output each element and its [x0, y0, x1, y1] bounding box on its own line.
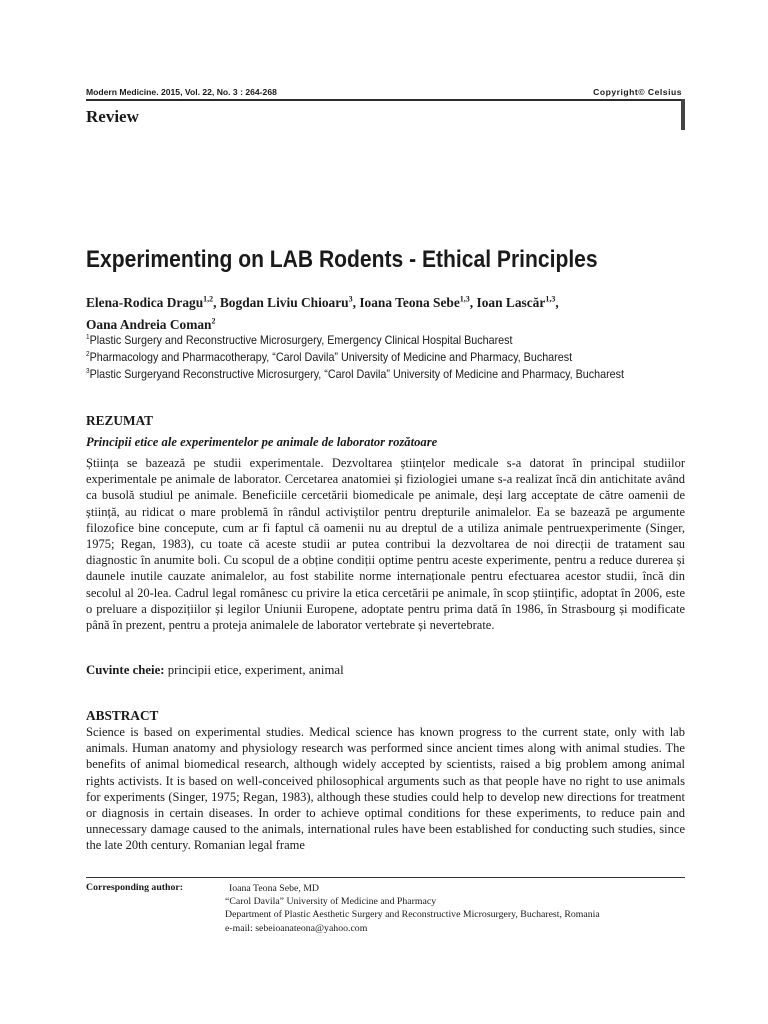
copyright-notice: Copyright© Celsius	[593, 87, 682, 97]
author: Bogdan Liviu Chioaru$^3$,	[219, 295, 360, 311]
author: Elena-Rodica Dragu$^{1,2}$,	[86, 295, 220, 311]
corresponding-author-email: e-mail: sebeioanateona@yahoo.com	[225, 922, 368, 934]
article-title: Experimenting on LAB Rodents - Ethical Principles	[86, 246, 598, 273]
corresponding-author-department: Department of Plastic Aesthetic Surgery and Reconstructive Microsurgery, Bucharest, Romania	[225, 909, 600, 921]
rezumat-body: Știința se bazează pe studii experimentale. Dezvoltarea științelor medicale s-a datorat în principal studiilor experimentale pe animale de laborator. Cercetarea anatomiei și fiziologiei umane s-a realizat încă din antichitate având ca busolă studiul pe animale. Beneficiile cercetării biomedicale pe animale, deși larg acceptate de către oamenii de știință, au ridicat o mare problemă în rândul activiștilor pentru drepturile animalelor. Ea se bazează pe argumente filozofice bine concepute, cum ar fi faptul că oamenii nu au dreptul de a utiliza animale pentruexperimente (Singer, 1975; Regan, 1983), cu toate că aceste studii ar putea contribui la dezvoltarea de noi direcții de tratament sau diagnostic în anumite boli. Cu scopul de a obține condiții optime pentru aceste experimente, pentru a reduce durerea și daunele inutile cauzate animalelor, au fost stabilite norme internaționale pentru efectuarea acestor studii, încă din secolul al 20-lea. Cadrul legal românesc cu privire la etica cercetării pe animale, în scop științific, adoptat în 2006, este o preluare a dispozițiilor și legilor Uniunii Europene, adoptate pentru prima dată în 1986, în Strasbourg și modificate până în prezent, pentru a proteja animalele de laborator vertebrate și nevertebrate.	[86, 456, 685, 633]
author: Ioan Lascăr$^{1,3}$,	[476, 295, 559, 311]
rezumat-subtitle: Principii etice ale experimentelor pe animale de laborator rozătoare	[86, 435, 438, 449]
author: Oana Andreia Coman$^2$	[86, 316, 216, 332]
section-label: Review	[86, 107, 139, 126]
rezumat-heading: REZUMAT	[86, 413, 153, 428]
header-rule	[86, 99, 685, 101]
abstract-body: Science is based on experimental studies. Medical science has known progress to the current state, only with lab animals. Human anatomy and physiology research was performed since ancient times along with animal studies. The benefits of animal biomedical research, although widely accepted by scientists, raised a big problem among animal rights activists. It is based on well-conceived philosophical arguments such as that people have no right to use animals for experiments (Singer, 1975; Regan, 1983), although these studies could help to develop new directions for treatment or diagnosis in certain diseases. In order to achieve optimal conditions for these experiments, to reduce pain and unnecessary damage caused to the animals, international rules have been established for conducting such studies, since the late 20th century. Romanian legal frame	[86, 725, 685, 853]
corresponding-author-label: Corresponding author:	[86, 882, 183, 893]
affiliation: $^1$Plastic Surgery and Reconstructive Microsurgery, Emergency Clinical Hospital Bucharest	[86, 334, 513, 347]
header-corner-bar	[681, 99, 685, 130]
keywords	[86, 663, 344, 678]
footer-rule	[86, 877, 685, 878]
keywords-label: Cuvinte cheie:	[86, 663, 165, 677]
affiliation: $^2$Pharmacology and Pharmacotherapy, “Carol Davila” University of Medicine and Pharmacy, Bucharest	[86, 351, 573, 364]
corresponding-author-details	[225, 882, 600, 935]
abstract-heading: ABSTRACT	[86, 708, 159, 723]
corresponding-author-name: Ioana Teona Sebe, MD	[229, 883, 319, 894]
corresponding-author-university: “Carol Davila” University of Medicine and Pharmacy	[225, 896, 437, 908]
affiliation: $^3$Plastic Surgeryand Reconstructive Microsurgery, “Carol Davila” University of Medicine and Pharmacy, Bucharest	[86, 368, 625, 381]
author: Ioana Teona Sebe$^{1,3}$,	[359, 295, 477, 311]
keywords-text: principii etice, experiment, animal	[167, 663, 344, 677]
author-list	[86, 291, 686, 334]
journal-citation: Modern Medicine. 2015, Vol. 22, No. 3 : 264-268	[86, 87, 277, 97]
